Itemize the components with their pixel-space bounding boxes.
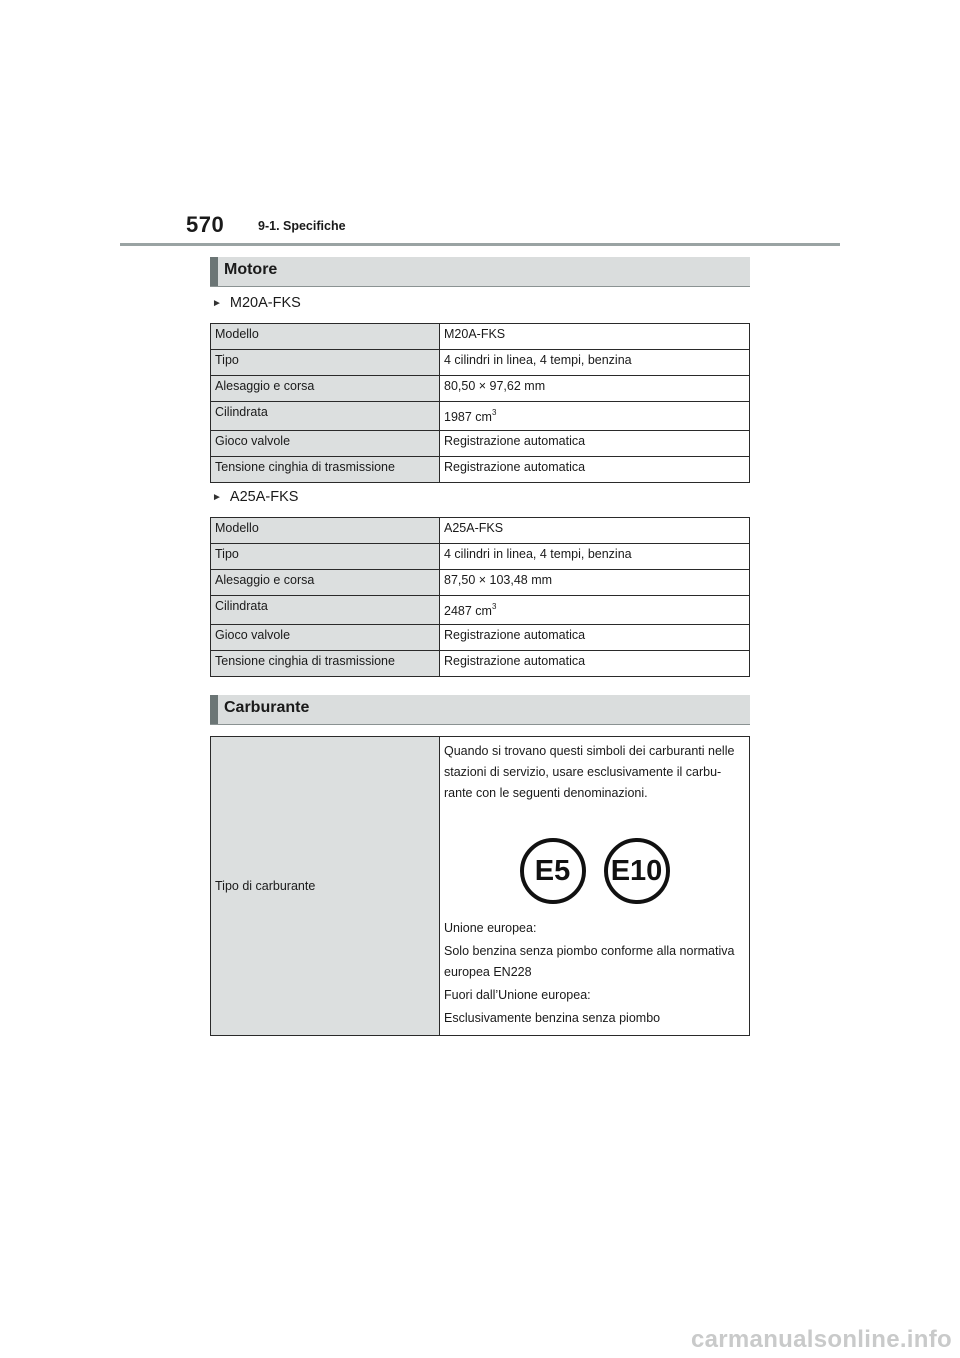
row-value	[440, 596, 750, 625]
section-title: Motore	[224, 261, 278, 278]
row-value: 4 cilindri in linea, 4 tempi, benzina	[440, 350, 750, 376]
non-eu-text: Esclusivamente benzina senza piombo	[444, 1011, 661, 1025]
table-row	[211, 737, 750, 1036]
fuel-badge-e5-icon: E5	[520, 838, 586, 904]
row-label: Alesaggio e corsa	[211, 570, 440, 596]
row-label: Cilindrata	[211, 402, 440, 431]
section-title: Carburante	[224, 699, 310, 716]
section-heading-fuel	[210, 695, 750, 725]
engine-spec-table	[210, 323, 750, 483]
row-label: Gioco valvole	[211, 431, 440, 457]
table-row	[211, 431, 750, 457]
row-label: Tipo	[211, 544, 440, 570]
row-value: A25A-FKS	[440, 518, 750, 544]
fuel-intro	[444, 741, 745, 804]
engine-spec-table	[210, 517, 750, 677]
engine-code-label: A25A-FKS	[229, 489, 299, 505]
row-label: Tensione cinghia di trasmissione	[211, 457, 440, 483]
row-label: Cilindrata	[211, 596, 440, 625]
table-row	[211, 350, 750, 376]
fuel-intro-line: stazioni di servizio, usare esclusivamente il carbu-	[444, 765, 722, 779]
arrow-right-icon: ►	[212, 297, 222, 309]
row-label: Tipo di carburante	[211, 737, 440, 1036]
row-value	[440, 737, 750, 1036]
row-value: Registrazione automatica	[440, 651, 750, 677]
table-row	[211, 324, 750, 350]
engine-subheading	[212, 295, 301, 311]
row-value	[440, 402, 750, 431]
row-value: 4 cilindri in linea, 4 tempi, benzina	[440, 544, 750, 570]
engine-subheading	[212, 489, 298, 505]
row-value: 87,50 × 103,48 mm	[440, 570, 750, 596]
row-label: Modello	[211, 324, 440, 350]
table-row	[211, 376, 750, 402]
row-value: Registrazione automatica	[440, 625, 750, 651]
row-label: Tipo	[211, 350, 440, 376]
section-heading-bar	[210, 257, 218, 286]
row-label: Alesaggio e corsa	[211, 376, 440, 402]
non-eu-heading: Fuori dall’Unione europea:	[444, 988, 591, 1002]
row-label: Tensione cinghia di trasmissione	[211, 651, 440, 677]
table-row	[211, 457, 750, 483]
breadcrumb: 9-1. Specifiche	[258, 219, 346, 233]
row-label: Gioco valvole	[211, 625, 440, 651]
table-row	[211, 518, 750, 544]
superscript: 3	[491, 408, 497, 417]
displacement-value: 1987 cm	[444, 410, 492, 425]
section-heading-engine	[210, 257, 750, 287]
header-divider	[120, 243, 840, 246]
eu-text-line: europea EN228	[444, 965, 532, 979]
table-row	[211, 651, 750, 677]
watermark: carmanualsonline.info	[690, 1326, 952, 1353]
table-row	[211, 596, 750, 625]
row-value: Registrazione automatica	[440, 431, 750, 457]
table-row	[211, 570, 750, 596]
fuel-intro-line: rante con le seguenti denominazioni.	[444, 786, 648, 800]
arrow-right-icon: ►	[212, 491, 222, 503]
superscript: 3	[491, 602, 497, 611]
row-value: M20A-FKS	[440, 324, 750, 350]
row-value: 80,50 × 97,62 mm	[440, 376, 750, 402]
eu-text	[444, 941, 745, 983]
eu-text-line: Solo benzina senza piombo conforme alla normativa	[444, 944, 735, 958]
section-heading-bar	[210, 695, 218, 724]
eu-heading: Unione europea:	[444, 921, 537, 935]
row-value: Registrazione automatica	[440, 457, 750, 483]
page-number: 570	[186, 212, 225, 237]
displacement-value: 2487 cm	[444, 604, 492, 619]
table-row	[211, 625, 750, 651]
fuel-symbols	[444, 838, 745, 904]
fuel-spec-table	[210, 736, 750, 1036]
table-row	[211, 402, 750, 431]
fuel-intro-line: Quando si trovano questi simboli dei carburanti nelle	[444, 744, 735, 758]
fuel-badge-e10-icon: E10	[604, 838, 670, 904]
table-row	[211, 544, 750, 570]
row-label: Modello	[211, 518, 440, 544]
engine-code-label: M20A-FKS	[229, 295, 301, 311]
